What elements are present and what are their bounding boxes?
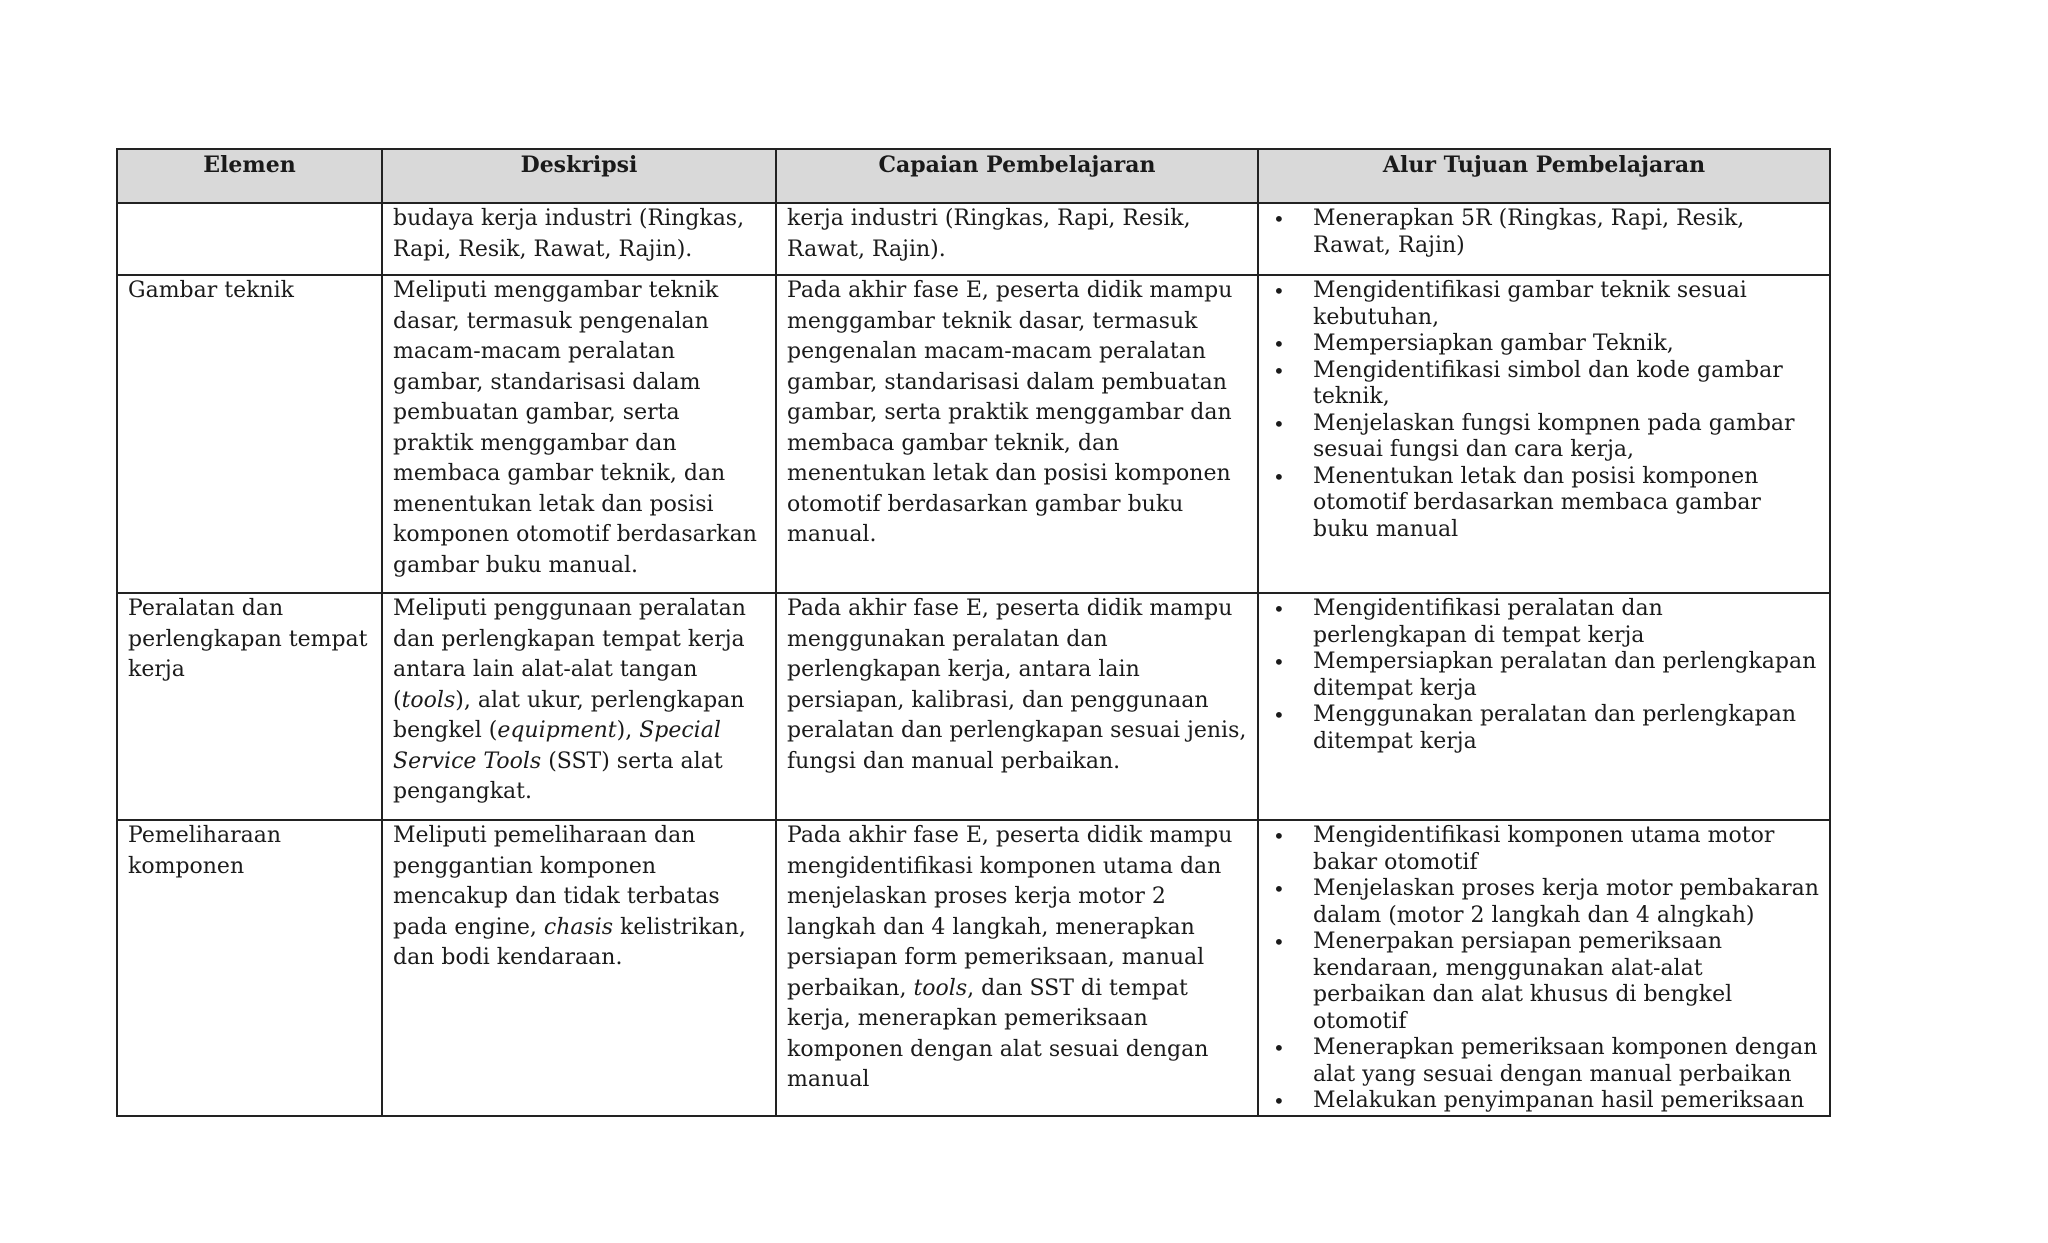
cell-capaian-pembelajaran [776, 203, 1258, 275]
list-item [1269, 929, 1819, 1035]
bullet-icon: • [1273, 207, 1285, 231]
list-item [1269, 1088, 1819, 1115]
text-segment: budaya kerja industri (Ringkas, Rapi, Resik, Rawat, Rajin). [393, 206, 745, 262]
bullet-icon: • [1273, 597, 1285, 621]
cell-alur-tujuan-pembelajaran [1258, 593, 1830, 820]
list-item [1269, 1035, 1819, 1088]
bullet-icon: • [1273, 930, 1285, 954]
cell-alur-tujuan-pembelajaran [1258, 820, 1830, 1116]
list-item [1269, 823, 1819, 876]
list-item-text: Menerpakan persiapan pemeriksaan kendaraan, menggunakan alat-alat perbaikan dan alat khusus di bengkel otomotif [1313, 929, 1733, 1034]
italic-text-segment: Special Service Tools [393, 718, 721, 774]
header-elemen: Elemen [117, 149, 382, 203]
cell-capaian-pembelajaran [776, 275, 1258, 593]
list-item-text: Menjelaskan fungsi kompnen pada gambar sesuai fungsi dan cara kerja, [1313, 410, 1795, 462]
bullet-icon: • [1273, 1089, 1285, 1113]
text-segment: Meliputi penggunaan peralatan dan perlengkapan tempat kerja antara lain alat-alat tangan ( [393, 596, 746, 713]
list-item-text: Menerapkan pemeriksaan komponen dengan alat yang sesuai dengan manual perbaikan [1313, 1035, 1818, 1087]
italic-text-segment: tools [401, 687, 456, 713]
text-segment: Pada akhir fase E, peserta didik mampu menggunakan peralatan dan perlengkapan kerja, antara lain persiapan, kalibrasi, dan penggunaan peralatan dan perlengkapan sesuai jenis, fungsi dan manual perbaikan. [787, 596, 1247, 774]
text-segment: ), alat ukur, perlengkapan bengkel ( [393, 687, 745, 743]
text-segment: ), [616, 718, 640, 743]
text-segment: kerja industri (Ringkas, Rapi, Resik, Rawat, Rajin). [787, 206, 1191, 262]
bullet-icon: • [1273, 279, 1285, 303]
list-item-text: Menggunakan peralatan dan perlengkapan ditempat kerja [1313, 702, 1797, 754]
italic-text-segment: tools [913, 975, 968, 1001]
table-row [117, 275, 1830, 593]
list-item-text: Mengidentifikasi simbol dan kode gambar teknik, [1313, 357, 1783, 409]
list-item [1269, 464, 1819, 544]
list-item-text: Menentukan letak dan posisi komponen otomotif berdasarkan membaca gambar buku manual [1313, 463, 1761, 542]
text-segment: , dan SST di tempat kerja, menerapkan pemeriksaan komponen dengan alat sesuai dengan manual [787, 975, 1209, 1092]
text-segment: kelistrikan, dan bodi kendaraan. [393, 914, 746, 970]
bullet-icon: • [1273, 411, 1285, 436]
list-item-text: Mengidentifikasi peralatan dan perlengkapan di tempat kerja [1313, 596, 1663, 648]
header-row [117, 149, 1830, 203]
list-item [1269, 702, 1819, 755]
header-deskripsi: Deskripsi [382, 149, 776, 203]
list-item-text: Mempersiapkan peralatan dan perlengkapan ditempat kerja [1313, 649, 1817, 701]
bullet-icon: • [1273, 464, 1285, 489]
table-row [117, 820, 1830, 1116]
header-capaian-pembelajaran: Capaian Pembelajaran [776, 149, 1258, 203]
bullet-icon: • [1273, 332, 1285, 356]
italic-text-segment: equipment [497, 718, 617, 743]
bullet-icon: • [1273, 650, 1285, 674]
table-body [117, 203, 1830, 1116]
cell-capaian-pembelajaran [776, 820, 1258, 1116]
elemen-text: Gambar teknik [128, 278, 294, 303]
list-item [1269, 411, 1819, 464]
list-item [1269, 358, 1819, 411]
list-item [1269, 649, 1819, 702]
list-item [1269, 331, 1819, 358]
cell-alur-tujuan-pembelajaran [1258, 275, 1830, 593]
text-segment: Pada akhir fase E, peserta didik mampu menggambar teknik dasar, termasuk pengenalan macam-macam peralatan gambar, standarisasi dalam pembuatan gambar, serta praktik menggambar dan membaca gambar teknik, dan menentukan letak dan posisi komponen otomotif berdasarkan gambar buku manual. [787, 278, 1233, 547]
table-row [117, 203, 1830, 275]
bullet-icon: • [1273, 703, 1285, 727]
header-alur-tujuan-pembelajaran: Alur Tujuan Pembelajaran [1258, 149, 1830, 203]
list-item [1269, 206, 1819, 259]
text-segment: (SST) serta alat pengangkat. [393, 748, 723, 804]
cell-deskripsi [382, 275, 776, 593]
bullet-icon: • [1273, 1036, 1285, 1060]
learning-outcomes-table [116, 148, 1831, 1117]
table-row [117, 593, 1830, 820]
bullet-icon: • [1273, 824, 1285, 848]
alur-list [1269, 821, 1819, 1115]
table-header [117, 149, 1830, 203]
alur-list [1269, 276, 1819, 543]
cell-deskripsi [382, 593, 776, 820]
list-item [1269, 596, 1819, 649]
bullet-icon: • [1273, 877, 1285, 901]
cell-elemen [117, 203, 382, 275]
text-segment: Meliputi menggambar teknik dasar, termasuk pengenalan macam-macam peralatan gambar, standarisasi dalam pembuatan gambar, serta praktik menggambar dan membaca gambar teknik, dan menentukan letak dan posisi komponen otomotif berdasarkan gambar buku manual. [393, 278, 757, 578]
alur-list [1269, 204, 1819, 259]
cell-capaian-pembelajaran [776, 593, 1258, 820]
cell-elemen [117, 275, 382, 593]
italic-text-segment: chasis [543, 914, 614, 940]
list-item-text: Menerapkan 5R (Ringkas, Rapi, Resik, Rawat, Rajin) [1313, 206, 1745, 258]
cell-alur-tujuan-pembelajaran [1258, 203, 1830, 275]
cell-elemen [117, 593, 382, 820]
list-item-text: Mengidentifikasi komponen utama motor bakar otomotif [1313, 823, 1775, 875]
cell-elemen [117, 820, 382, 1116]
elemen-text: Peralatan dan perlengkapan tempat kerja [128, 596, 368, 682]
list-item-text: Mempersiapkan gambar Teknik, [1313, 331, 1674, 356]
elemen-text: Pemeliharaan komponen [128, 823, 281, 879]
list-item-text: Mengidentifikasi gambar teknik sesuai kebutuhan, [1313, 278, 1747, 330]
list-item-text: Menjelaskan proses kerja motor pembakaran dalam (motor 2 langkah dan 4 alngkah) [1313, 876, 1819, 928]
text-segment: Meliputi pemeliharaan dan penggantian komponen mencakup dan tidak terbatas pada engine, [393, 823, 720, 940]
bullet-icon: • [1273, 358, 1285, 383]
alur-list [1269, 594, 1819, 755]
cell-deskripsi [382, 203, 776, 275]
list-item [1269, 278, 1819, 331]
list-item-text: Melakukan penyimpanan hasil pemeriksaan [1313, 1088, 1805, 1113]
cell-deskripsi [382, 820, 776, 1116]
list-item [1269, 876, 1819, 929]
text-segment: Pada akhir fase E, peserta didik mampu mengidentifikasi komponen utama dan menjelaskan proses kerja motor 2 langkah dan 4 langkah, menerapkan persiapan form pemeriksaan, manual perbaikan, [787, 823, 1233, 1001]
